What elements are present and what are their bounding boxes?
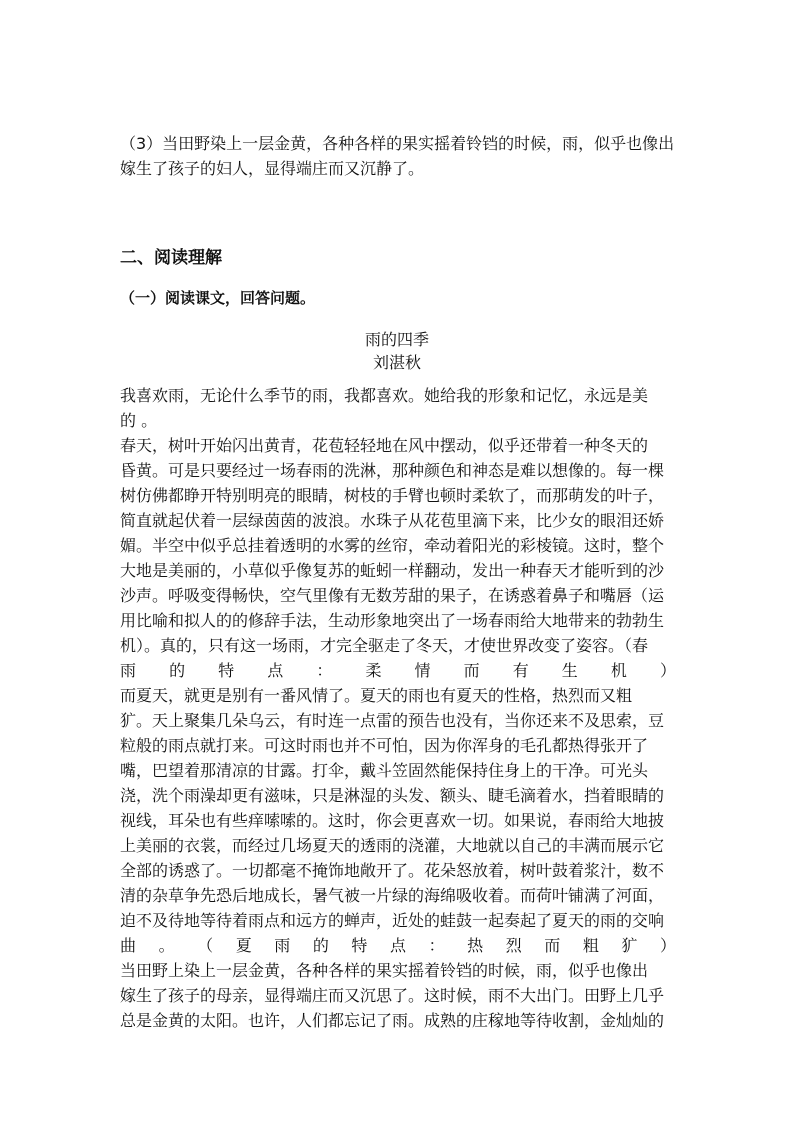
article-line: 雨 的 特 点 ： 柔 情 而 有 生 机 ） xyxy=(120,661,676,680)
article-line: 用比喻和拟人的的修辞手法，生动形象地突出了一场春雨给大地带来的勃勃生 xyxy=(120,611,665,630)
article-line: 视线，耳朵也有些痒嗦嗦的。这时，你会更喜欢一切。如果说，春雨给大地披 xyxy=(120,811,665,830)
article-line: 树仿佛都睁开特别明亮的眼睛，树枝的手臂也顿时柔软了，而那萌发的叶子， xyxy=(120,486,665,505)
article-author: 刘湛秋 xyxy=(372,353,421,372)
article-line: 全部的诱惑了。一切都毫不掩饰地敞开了。花朵怒放着，树叶鼓着浆汁，数不 xyxy=(120,861,665,880)
article-line: 迫不及待地等待着雨点和远方的蝉声，近处的蛙鼓一起奏起了夏天的雨的交响 xyxy=(120,911,665,930)
article-line: 昏黄。可是只要经过一场春雨的洗淋，那种颜色和神态是难以想像的。每一棵 xyxy=(120,461,665,480)
article-line: 机）。真的，只有这一场雨，才完全驱走了冬天，才使世界改变了姿容。（春 xyxy=(120,636,649,655)
article-line: 嫁生了孩子的母亲，显得端庄而又沉思了。这时候，雨不大出门。田野上几乎 xyxy=(120,986,665,1005)
article-line: 的 。 xyxy=(120,411,158,430)
article-line: 媚。半空中似乎总挂着透明的水雾的丝帘，牵动着阳光的彩棱镜。这时，整个 xyxy=(120,536,665,555)
question-3-line: （3）当田野染上一层金黄，各种各样的果实摇着铃铛的时候，雨，似乎也像出 xyxy=(120,134,675,153)
article-line: 浇，洗个雨澡却更有滋味，只是淋湿的头发、额头、睫毛滴着水，挡着眼睛的 xyxy=(120,786,665,805)
article-line: 曲 。 （ 夏 雨 的 特 点 ： 热 烈 而 粗 犷 ） xyxy=(120,936,676,955)
question-3-paragraph xyxy=(120,131,676,181)
article-line: 春天，树叶开始闪出黄青，花苞轻轻地在风中摆动，似乎还带着一种冬天的 xyxy=(120,436,649,455)
article-line: 总是金黄的太阳。也许，人们都忘记了雨。成熟的庄稼地等待收割，金灿灿的 xyxy=(120,1011,665,1030)
article-line: 当田野上染上一层金黄，各种各样的果实摇着铃铛的时候，雨，似乎也像出 xyxy=(120,961,649,980)
article-line: 而夏天，就更是别有一番风情了。夏天的雨也有夏天的性格，热烈而又粗 xyxy=(120,686,633,705)
article-line: 清的杂草争先恐后地成长，暑气被一片绿的海绵吸收着。而荷叶铺满了河面， xyxy=(120,886,665,905)
article-line: 沙声。呼吸变得畅快，空气里像有无数芳甜的果子，在诱惑着鼻子和嘴唇（运 xyxy=(120,586,665,605)
subsection-heading: （一）阅读课文，回答问题。 xyxy=(120,289,316,307)
article-title: 雨的四季 xyxy=(364,330,429,349)
section-heading: 二、阅读理解 xyxy=(120,248,222,268)
article-line: 大地是美丽的，小草似乎像复苏的蚯蚓一样翻动，发出一种春天才能听到的沙 xyxy=(120,561,665,580)
article-line: 嘴，巴望着那清凉的甘露。打伞，戴斗笠固然能保持住身上的干净。可光头 xyxy=(120,761,649,780)
article-line: 上美丽的衣裳，而经过几场夏天的透雨的浇灌，大地就以自己的丰满而展示它 xyxy=(120,836,665,855)
question-3-line: 嫁生了孩子的妇人，显得端庄而又沉静了。 xyxy=(120,159,425,178)
article-line: 犷。天上聚集几朵乌云，有时连一点雷的预告也没有，当你还来不及思索，豆 xyxy=(120,711,665,730)
article-body xyxy=(120,383,676,1033)
article-line: 粒般的雨点就打来。可这时雨也并不可怕，因为你浑身的毛孔都热得张开了 xyxy=(120,736,649,755)
article-line: 我喜欢雨，无论什么季节的雨，我都喜欢。她给我的形象和记忆，永远是美 xyxy=(120,386,649,405)
article-line: 简直就起伏着一层绿茵茵的波浪。水珠子从花苞里滴下来，比少女的眼泪还娇 xyxy=(120,511,665,530)
